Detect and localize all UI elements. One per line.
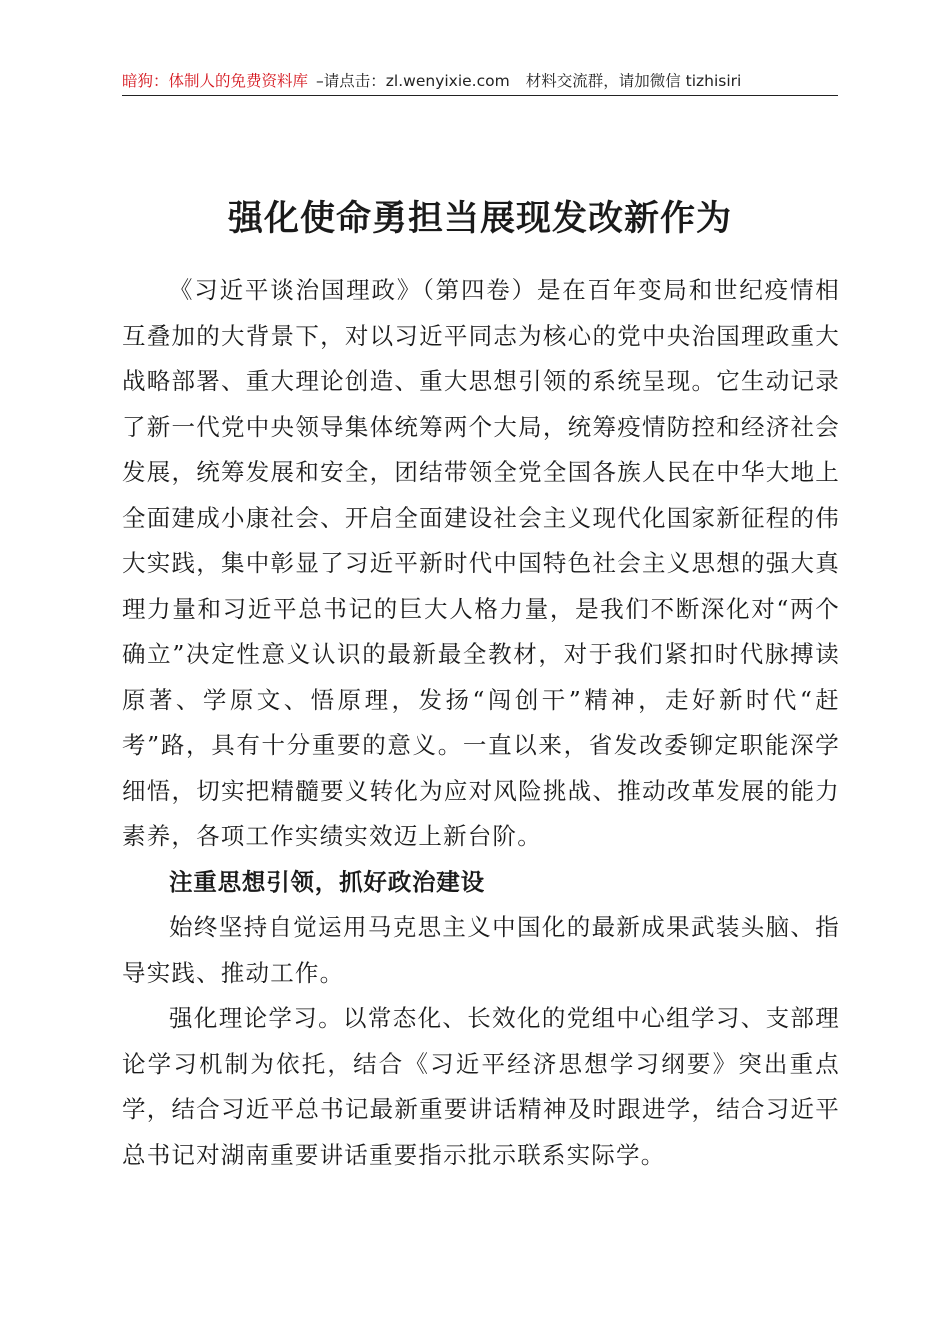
header-url-link[interactable]: zl.wenyixie.com (385, 72, 510, 90)
header-brand: 暗狗：体制人的免费资料库 (122, 72, 309, 90)
section-heading: 注重思想引领，抓好政治建设 (169, 867, 485, 896)
header-contact: 材料交流群，请加微信 tizhisiri (525, 72, 742, 90)
page-header (122, 68, 838, 94)
page-title: 强化使命勇担当展现发改新作为 (227, 198, 732, 240)
header-prompt: –请点击： (316, 72, 386, 90)
paragraph-section-lead: 始终坚持自觉运用马克思主义中国化的最新成果武装头脑、指导实践、推动工作。 (122, 913, 840, 987)
header-divider (122, 95, 838, 96)
paragraph-theory-study: 强化理论学习。以常态化、长效化的党组中心组学习、支部理论学习机制为依托，结合《习近平经济思想学习纲要》突出重点学，结合习近平总书记最新重要讲话精神及时跟进学，结合习近平总书记对湖南重要讲话重要指示批示联系实际学。 (122, 1004, 840, 1169)
paragraph-intro: 《习近平谈治国理政》（第四卷）是在百年变局和世纪疫情相互叠加的大背景下，对以习近平同志为核心的党中央治国理政重大战略部署、重大理论创造、重大思想引领的系统呈现。它生动记录了新一代党中央领导集体统筹两个大局，统筹疫情防控和经济社会发展，统筹发展和安全，团结带领全党全国各族人民在中华大地上全面建成小康社会、开启全面建设社会主义现代化国家新征程的伟大实践，集中彰显了习近平新时代中国特色社会主义思想的强大真理力量和习近平总书记的巨大人格力量，是我们不断深化对“两个确立”决定性意义认识的最新最全教材，对于我们紧扣时代脉搏读原著、学原文、悟原理，发扬“闯创干”精神，走好新时代“赶考”路，具有十分重要的意义。一直以来，省发改委铆定职能深学细悟，切实把精髓要义转化为应对风险挑战、推动改革发展的能力素养，各项工作实绩实效迈上新台阶。 (122, 276, 840, 850)
document-body (122, 268, 840, 1178)
